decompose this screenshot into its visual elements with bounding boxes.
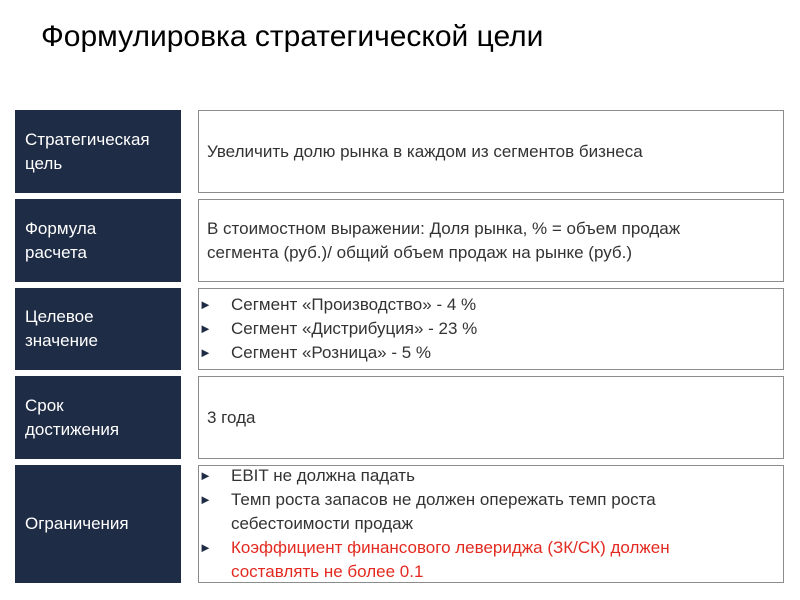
triangle-right-icon: ► (199, 468, 212, 483)
row-label (15, 199, 181, 282)
list-item-text: Темп роста запасов не должен опережать темп роста (231, 490, 656, 509)
list-item-text: себестоимости продаж (231, 514, 413, 533)
content-line: В стоимостном выражении: Доля рынка, % = объем продаж (207, 218, 681, 238)
triangle-right-icon: ► (199, 345, 212, 360)
row-label (15, 465, 181, 583)
row-label (15, 288, 181, 370)
content-line: 3 года (207, 407, 256, 427)
page-title: Формулировка стратегической цели (41, 20, 544, 53)
triangle-right-icon: ► (199, 540, 212, 555)
row-label (15, 376, 181, 459)
row-content (198, 376, 784, 459)
list-item (199, 488, 777, 536)
row-content (198, 465, 784, 583)
row-content (198, 199, 784, 282)
row-content (198, 288, 784, 370)
label-line: Формула (25, 218, 97, 238)
label-line: Срок (25, 395, 64, 415)
list-item-text: Сегмент «Производство» - 4 % (231, 295, 477, 314)
list-item-text: составлять не более 0.1 (231, 562, 424, 581)
list-item (199, 293, 777, 317)
content-line: Увеличить долю рынка в каждом из сегментов бизнеса (207, 141, 643, 161)
list-item (199, 317, 777, 341)
row-deadline (15, 376, 785, 459)
label-line: достижения (25, 419, 120, 439)
row-target-value (15, 288, 785, 370)
list-item-text: Сегмент «Розница» - 5 % (231, 343, 432, 362)
label-line: цель (25, 153, 63, 173)
content-line: сегмента (руб.)/ общий объем продаж на рынке (руб.) (207, 242, 633, 262)
row-strategic-goal (15, 110, 785, 193)
list-item (199, 464, 777, 488)
list-item (199, 341, 777, 365)
row-label (15, 110, 181, 193)
label-line: значение (25, 331, 98, 350)
row-content (198, 110, 784, 193)
list-item-text: Коэффициент финансового левериджа (ЗК/СК) должен (231, 538, 670, 557)
list-item-highlight (199, 536, 777, 584)
triangle-right-icon: ► (199, 321, 212, 336)
triangle-right-icon: ► (199, 492, 212, 507)
list-item-text: Сегмент «Дистрибуция» - 23 % (231, 319, 478, 338)
label-line: Ограничения (25, 514, 129, 533)
triangle-right-icon: ► (199, 297, 212, 312)
row-constraints (15, 465, 785, 583)
list-item-text: EBIT не должна падать (231, 466, 415, 485)
label-line: Целевое (25, 307, 94, 326)
row-formula (15, 199, 785, 282)
label-line: расчета (25, 242, 88, 262)
label-line: Стратегическая (25, 129, 150, 149)
